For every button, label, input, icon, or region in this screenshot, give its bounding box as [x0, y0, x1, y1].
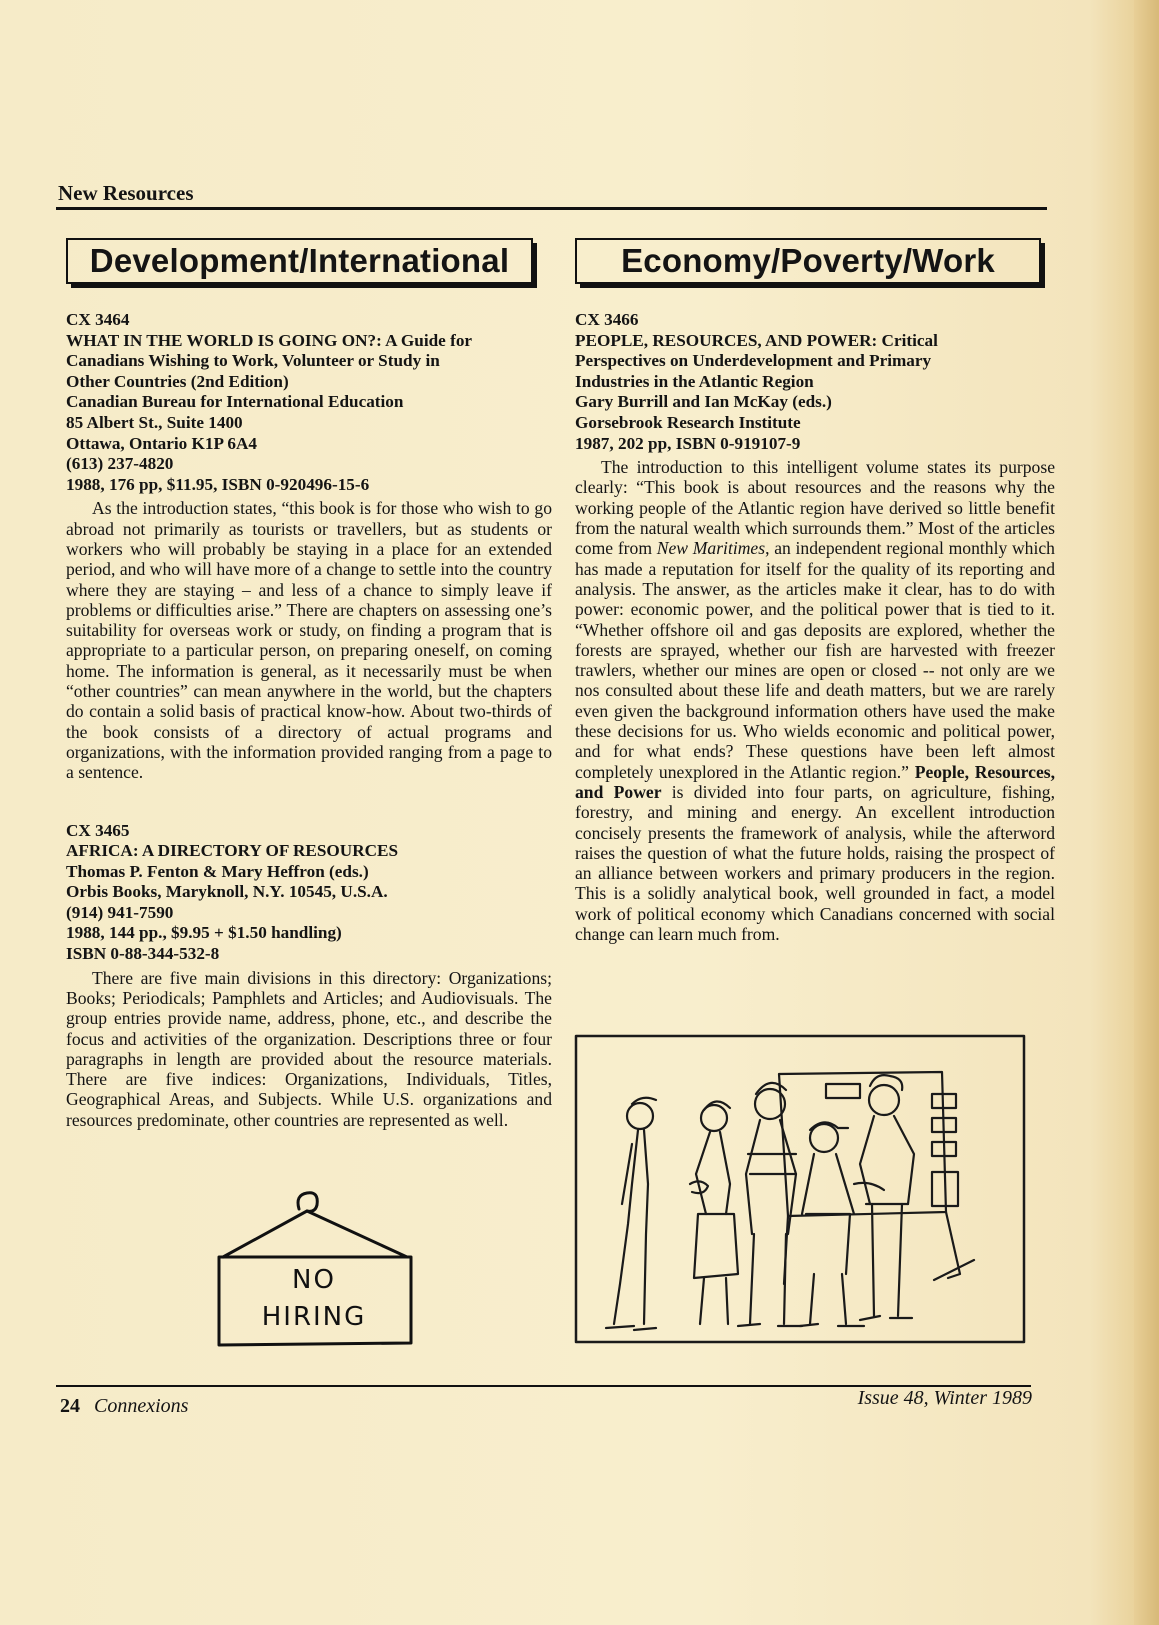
- entry-heading: [66, 821, 552, 965]
- entry-description: There are five main divisions in this directory: Organizations; Books; Periodicals; Pamphlets and Articles; and Audiovisuals. The group entries provide name, address, phone, etc., and describe the focus and activities of the organization. Descriptions three or four paragraphs in length are provided about the resource materials. There are five indices: Organizations, Individuals, Titles, Geographical Areas, and Subjects. While U.S. organizations and resources predominate, other countries are represented as well.: [66, 967, 552, 1130]
- entry-publisher: Gorsebrook Research Institute: [575, 412, 801, 432]
- header-rule: [56, 207, 1047, 210]
- category-box-economy: [575, 238, 1041, 284]
- entry-description: As the introduction states, “this book is for those who wish to go abroad not primarily as tourists or travellers, but as students or workers who will probably be staying in a place for an extended period, and who will have more of a change to settle into the country where they are staying – and less of a chance to simply leave if problems or difficulties arise.” There are chapters on assessing one’s suitability for overseas work or study, on finding a program that is appropriate to a particular person, on preparing oneself, on coming home. The information is general, as it necessarily must be when “other countries” can mean anywhere in the world, but the chapters do contain a solid basis of practical know-how. About two-thirds of the book consists of a directory of actual programs and organizations, with the information provided ranging from a page to a sentence.: [66, 498, 552, 783]
- issue-label: Issue 48, Winter 1989: [857, 1387, 1032, 1409]
- entry-description: [575, 457, 1055, 944]
- resource-entry-cx3465: [66, 821, 552, 1131]
- magazine-name: Connexions: [94, 1395, 189, 1417]
- entry-details: 1988, 144 pp., $9.95 + $1.50 handling): [66, 923, 342, 943]
- entry-title: PEOPLE, RESOURCES, AND POWER: Critical: [575, 330, 938, 350]
- right-column: [575, 310, 1055, 944]
- entry-title: Other Countries (2nd Edition): [66, 371, 289, 391]
- sign-line-1: NO: [292, 1265, 336, 1295]
- entry-address: Ottawa, Ontario K1P 6A4: [66, 433, 257, 453]
- description-text: , an independent regional monthly which has made a reputation for itself for the quality of its reporting and analysis. The answer, as the articles make it clear, has to do with power: economic power, and the political power that is tied to it. “Whether offshore oil and gas deposits are explored, whether the forests are sprayed, whether our fish are harvested with freezer trawlers, whether our mines are open or closed -- not only are we nos consulted about these life and death matters, but we are rarely even given the background information others have used the make these decisions for us. Who wields economic and political power, and for what ends? These questions have been left almost completely unexplored in the Atlantic region.”: [575, 538, 1055, 782]
- page-spine-edge: [1134, 0, 1159, 1625]
- entry-phone: (914) 941-7590: [66, 902, 174, 922]
- entry-title: Industries in the Atlantic Region: [575, 371, 814, 391]
- entry-heading: [575, 310, 1055, 454]
- cartoon-people-at-board-illustration: [574, 1034, 1026, 1344]
- book-title: People, Resources, and Power: [575, 761, 1055, 802]
- entry-code: CX 3465: [66, 820, 130, 840]
- description-text: is divided into four parts, on agriculture, fishing, forestry, and mining and energy. An excellent introduction concisely presents the framework of analysis, while the afterword raises the question of what the future holds, raising the prospect of an alliance between workers and primary producers in the region. This is a solidly analytical book, well grounded in fact, a model work of political economy which Canadians concerned with social change can learn much from.: [575, 781, 1055, 944]
- category-box-development: [66, 238, 533, 284]
- entry-title: AFRICA: A DIRECTORY OF RESOURCES: [66, 841, 399, 861]
- entry-details: 1987, 202 pp, ISBN 0-919107-9: [575, 433, 801, 453]
- resource-entry-cx3466: [575, 310, 1055, 944]
- entry-title: Perspectives on Underdevelopment and Primary: [575, 351, 932, 371]
- entry-address: 85 Albert St., Suite 1400: [66, 412, 243, 432]
- section-header: New Resources: [58, 181, 194, 205]
- page-number: 24: [60, 1395, 80, 1417]
- entry-code: CX 3466: [575, 310, 639, 329]
- description-text: The introduction to this intelligent volume states its purpose clearly: “This book is about resources and the reasons why the working people of the Atlantic region have derived so little benefit from the natural wealth which surrounds them.” Most of the articles come from: [575, 457, 1055, 559]
- resource-entry-cx3464: [66, 310, 552, 783]
- entry-phone: (613) 237-4820: [66, 454, 174, 474]
- entry-details: 1988, 176 pp, $11.95, ISBN 0-920496-15-6: [66, 474, 370, 494]
- periodical-title: New Maritimes: [656, 538, 766, 559]
- category-title: Economy/Poverty/Work: [621, 242, 995, 279]
- left-column: [66, 310, 552, 1130]
- entry-code: CX 3464: [66, 310, 130, 329]
- entry-heading: [66, 310, 552, 495]
- footer-left: [60, 1395, 188, 1418]
- entry-publisher: Orbis Books, Maryknoll, N.Y. 10545, U.S.A.: [66, 882, 388, 902]
- entry-editors: Thomas P. Fenton & Mary Heffron (eds.): [66, 861, 369, 881]
- entry-editors: Gary Burrill and Ian McKay (eds.): [575, 392, 832, 412]
- sign-line-2: HIRING: [261, 1302, 367, 1332]
- entry-title: WHAT IN THE WORLD IS GOING ON?: A Guide for: [66, 330, 473, 350]
- entry-title: Canadians Wishing to Work, Volunteer or Study in: [66, 351, 440, 371]
- category-title: Development/International: [89, 242, 510, 279]
- entry-publisher: Canadian Bureau for International Education: [66, 392, 404, 412]
- entry-isbn: ISBN 0-88-344-532-8: [66, 944, 220, 964]
